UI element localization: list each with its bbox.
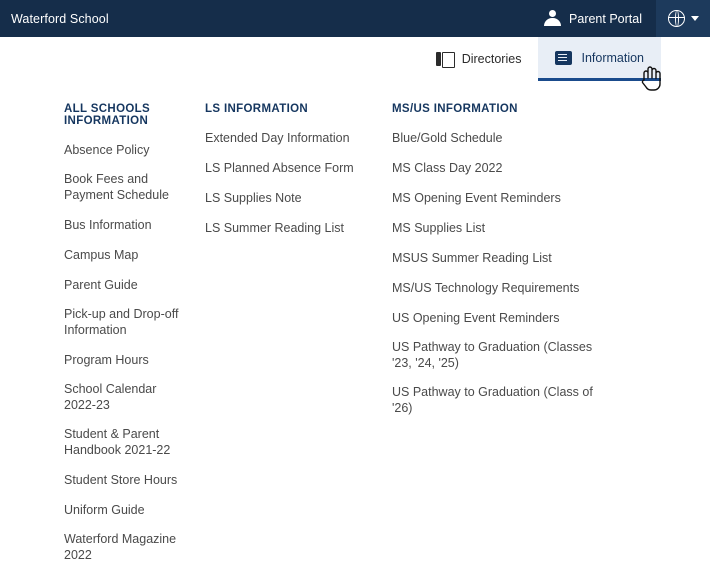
main-navigation xyxy=(0,37,710,81)
link-student-and-parent-handbook[interactable]: Student & Parent Handbook 2021-22 xyxy=(64,427,171,457)
list-item xyxy=(392,309,608,327)
chevron-down-icon xyxy=(691,16,699,21)
link-absence-policy[interactable]: Absence Policy xyxy=(64,143,150,157)
link-blue-gold-schedule[interactable]: Blue/Gold Schedule xyxy=(392,131,503,145)
directory-icon xyxy=(436,52,453,66)
list-item xyxy=(64,381,191,414)
list-item xyxy=(392,189,608,207)
link-ms-us-technology-requirements[interactable]: MS/US Technology Requirements xyxy=(392,281,580,295)
list-item xyxy=(64,141,191,159)
list-item xyxy=(64,276,191,294)
list-item xyxy=(205,219,378,237)
list-item xyxy=(64,501,191,519)
column-heading: LS INFORMATION xyxy=(205,103,309,115)
list-item xyxy=(392,159,608,177)
link-msus-summer-reading-list[interactable]: MSUS Summer Reading List xyxy=(392,251,552,265)
list-item xyxy=(392,219,608,237)
link-parent-guide[interactable]: Parent Guide xyxy=(64,278,138,292)
school-name: Waterford School xyxy=(11,11,109,26)
link-bus-information[interactable]: Bus Information xyxy=(64,218,152,232)
list-item xyxy=(64,216,191,234)
link-us-opening-event-reminders[interactable]: US Opening Event Reminders xyxy=(392,311,560,325)
list-item xyxy=(392,339,608,372)
list-item xyxy=(392,129,608,147)
link-student-store-hours[interactable]: Student Store Hours xyxy=(64,473,178,487)
column-heading: ALL SCHOOLS INFORMATION xyxy=(64,103,151,127)
column-all-schools-information xyxy=(0,103,205,576)
list-item xyxy=(392,384,608,417)
nav-item-directories[interactable] xyxy=(419,37,539,81)
column-heading: MS/US INFORMATION xyxy=(392,103,518,115)
link-ms-class-day[interactable]: MS Class Day 2022 xyxy=(392,161,503,175)
list-item xyxy=(392,249,608,267)
list-item xyxy=(392,279,608,297)
link-pick-up-and-drop-off-information[interactable]: Pick-up and Drop-off Information xyxy=(64,307,179,337)
list-item xyxy=(205,129,378,147)
list-item xyxy=(205,189,378,207)
list-item xyxy=(64,246,191,264)
list-item xyxy=(205,159,378,177)
link-ls-summer-reading-list[interactable]: LS Summer Reading List xyxy=(205,221,344,235)
list-item xyxy=(64,471,191,489)
link-ls-planned-absence-form[interactable]: LS Planned Absence Form xyxy=(205,161,354,175)
column-ms-us-information xyxy=(392,103,622,576)
link-ls-supplies-note[interactable]: LS Supplies Note xyxy=(205,191,302,205)
user-icon xyxy=(544,10,561,27)
globe-icon xyxy=(668,10,685,27)
link-extended-day-information[interactable]: Extended Day Information xyxy=(205,131,350,145)
link-ms-opening-event-reminders[interactable]: MS Opening Event Reminders xyxy=(392,191,561,205)
list-item xyxy=(64,171,191,204)
column-ls-information xyxy=(205,103,392,576)
link-uniform-guide[interactable]: Uniform Guide xyxy=(64,503,145,517)
language-switcher[interactable] xyxy=(656,0,710,37)
top-bar xyxy=(0,0,710,37)
nav-item-information[interactable] xyxy=(538,37,661,81)
list-item xyxy=(64,531,191,564)
link-list xyxy=(205,129,378,237)
link-book-fees-and-payment-schedule[interactable]: Book Fees and Payment Schedule xyxy=(64,172,169,202)
information-links-panel xyxy=(0,81,710,576)
link-waterford-magazine[interactable]: Waterford Magazine 2022 xyxy=(64,532,177,562)
link-ms-supplies-list[interactable]: MS Supplies List xyxy=(392,221,486,235)
link-program-hours[interactable]: Program Hours xyxy=(64,353,149,367)
top-bar-right xyxy=(532,0,710,37)
link-campus-map[interactable]: Campus Map xyxy=(64,248,139,262)
nav-item-information-label: Information xyxy=(581,50,644,65)
link-list xyxy=(64,141,191,564)
document-icon xyxy=(555,51,572,65)
list-item xyxy=(64,306,191,339)
list-item xyxy=(64,351,191,369)
link-us-pathway-to-graduation-class-of-26[interactable]: US Pathway to Graduation (Class of '26) xyxy=(392,385,593,415)
list-item xyxy=(64,426,191,459)
parent-portal-button[interactable] xyxy=(532,0,656,37)
parent-portal-label: Parent Portal xyxy=(569,11,642,26)
link-school-calendar[interactable]: School Calendar 2022-23 xyxy=(64,382,157,412)
nav-item-directories-label: Directories xyxy=(461,52,522,66)
link-list xyxy=(392,129,608,417)
link-us-pathway-to-graduation-classes[interactable]: US Pathway to Graduation (Classes '23, '24, '25) xyxy=(392,340,593,370)
